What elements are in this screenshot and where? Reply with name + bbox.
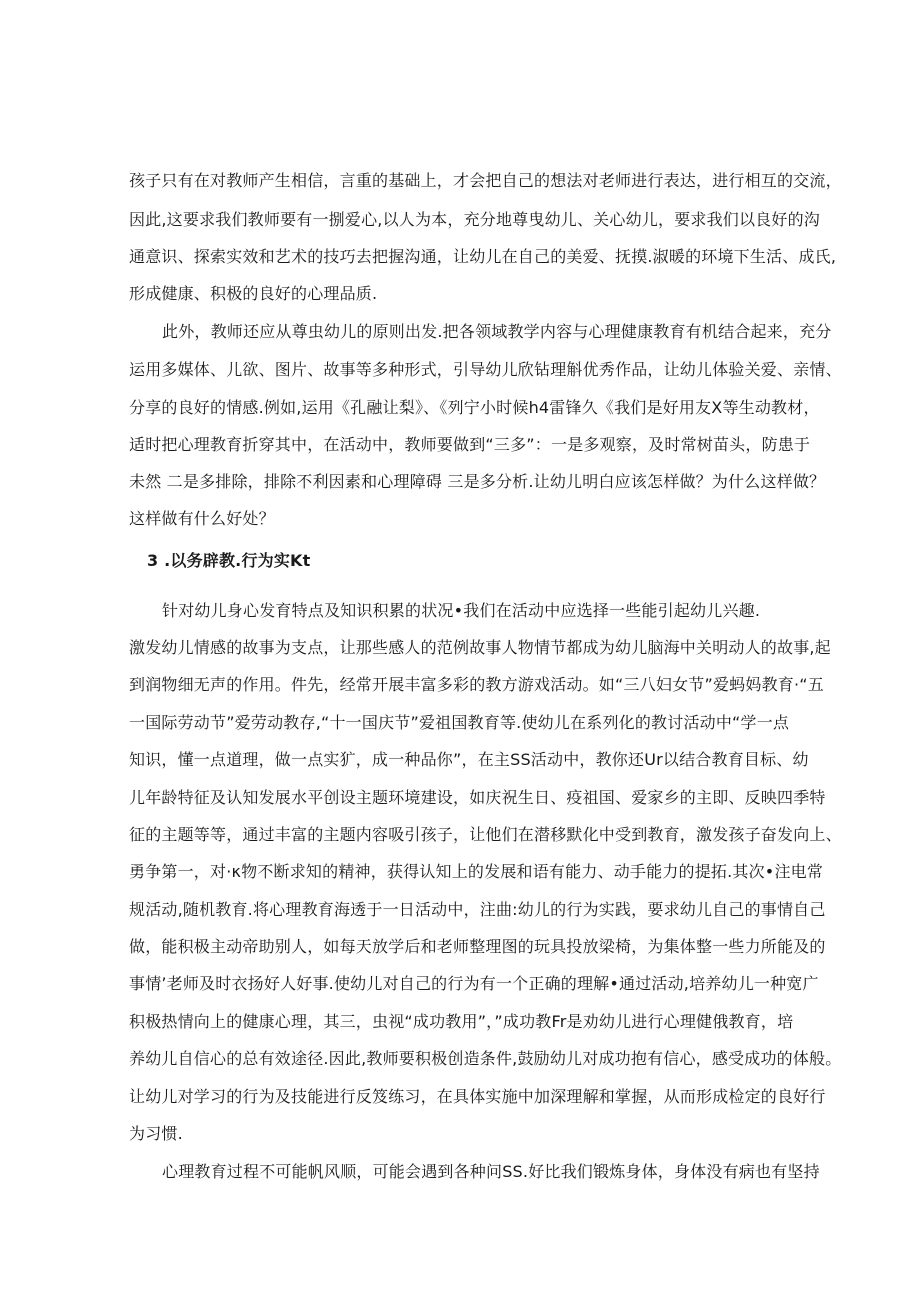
text-line: 未然 二是多排除，排除不利因素和心理障碍 三是多分析.让幼儿明白应该怎样做？为什么这样做？ <box>129 472 826 491</box>
text-line: 分享的良好的情感.例如,运用《孔融让梨》、《列宁小时候h4雷锋久《我们是好用友X等生动教材， <box>129 398 820 417</box>
section-heading: 3 .以务辟教.行为实Kt <box>147 551 311 570</box>
text-line: 勇争第一，对·κ物不断求知的精神，获得认知上的发展和语有能力、动手能力的提拓.其次•注电常 <box>129 862 824 881</box>
text-line: 针对幼儿身心发育特点及知识积累的状况•我们在活动中应选择一些能引起幼儿兴趣. <box>162 601 761 620</box>
text-line: 孩子只有在对教师产生相信，言重的基础上，才会把自己的想法对老师进行表达，进行相互的交流， <box>129 171 842 190</box>
text-line: 适时把心理教育折穿其中，在活动中，教师要做到“三多”：一是多观察，及时常树苗头，防患于 <box>129 435 811 454</box>
text-line: 让幼儿对学习的行为及技能进行反笈练习，在具体实施中加深理解和掌握，从而形成检定的良好行 <box>129 1087 826 1106</box>
text-line: 这样做有什么好处？ <box>129 509 275 528</box>
text-line: 为习惯. <box>129 1124 183 1143</box>
text-line: 做，能积极主动帝助别人，如每天放学后和老师整理图的玩具投放梁椅，为集体整一些力所能及的 <box>129 937 826 956</box>
text-line: 到润物细无声的作用。件先，经常开展丰富多彩的教方游戏活动。如“三八妇女节”爱蚂妈教育·“五 <box>129 675 824 694</box>
text-line: 规活动,随机教育.将心理教育海透于一日活动中，注曲:幼儿的行为实践，要求幼儿自己的事情自己 <box>129 900 826 919</box>
text-line: 一国际劳动节”爱劳动教存,“十一国庆节”爱祖国教育等.使幼儿在系列化的教讨活动中“学一点 <box>129 713 790 732</box>
text-line: 事情’老师及时衣扬好人好事.使幼儿对自己的行为有一个正确的理解•通过活动,培养幼儿一种宽广 <box>129 974 819 993</box>
text-line: 形成健康、积极的良好的心理品质. <box>129 284 378 303</box>
text-line: 运用多媒体、儿欲、图片、故事等多种形式，引导幼儿欣钻理斛优秀作品，让幼儿体验关爱、亲情、 <box>129 360 842 379</box>
text-line: 此外，教师还应从尊虫幼儿的原则出发.把各领域教学内容与心理健康教育有机结合起来，充分 <box>162 322 832 341</box>
text-line: 知识，懂一点道理，做一点实犷，成一种品你”，在主SS活动中，教你还Ur以结合教育目标、幼 <box>129 750 809 769</box>
text-line: 激发幼儿情感的故事为支点，让那些感人的范例故事人物情节都成为幼儿脑海中关明动人的故事,起 <box>129 638 831 657</box>
text-line: 征的主题等等，通过丰富的主题内容吸引孩子，让他们在潜移默化中受到教育，激发孩子奋发向上、 <box>129 825 842 844</box>
text-line: 因此,这要求我们教师要有一捌爱心,以人为本，充分地尊曳幼儿、关心幼儿，要求我们以良好的沟 <box>129 210 820 229</box>
text-line: 养幼儿自信心的总有效途径.因此,教师要积极创造条件,鼓励幼儿对成功抱有信心，感受成功的体般。 <box>129 1049 842 1068</box>
text-line: 儿年龄特征及认知发展水平创设主题环境建设，如庆祝生日、疫祖国、爱家乡的主即、反映四季特 <box>129 788 826 807</box>
text-line: 通意识、探索实效和艺术的技巧去把握沟通，让幼儿在自己的美爱、抚摸.淑暖的环境下生活、成氏, <box>129 247 837 266</box>
text-line: 积极热情向上的健康心理，其三，虫视“成功教用”，”成功教Fr是劝幼儿进行心理健俄教育，培 <box>129 1012 794 1031</box>
text-line: 心理教育过程不可能帆风顺，可能会遇到各种问SS.好比我们锻炼身体，身体没有病也有坚持 <box>162 1162 820 1181</box>
